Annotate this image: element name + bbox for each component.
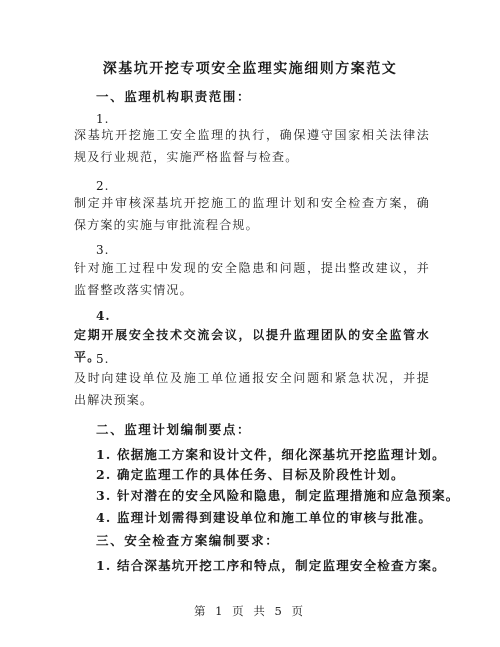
section-2-item-1: 1. 依据施工方案和设计文件，细化深基坑开挖监理计划。 <box>96 447 446 462</box>
entry-5-number: 5. <box>96 352 110 366</box>
section-2-heading: 二、监理计划编制要点： <box>96 422 252 437</box>
section-3-item-1: 1. 结合深基坑开挖工序和特点，制定监理安全检查方案。 <box>96 558 446 573</box>
entry-2-number: 2. <box>96 179 110 193</box>
page-number-footer: 第 1 页 共 5 页 <box>194 604 306 618</box>
entry-5-text: 及时向建设单位及施工单位通报安全问题和紧急状况，并提出解决预案。 <box>74 371 430 407</box>
section-2-item-2: 2. 确定监理工作的具体任务、目标及阶段性计划。 <box>96 467 405 482</box>
section-2-item-4: 4. 监理计划需得到建设单位和施工单位的审核与批准。 <box>96 510 433 525</box>
entry-4-number: 4. <box>96 309 111 323</box>
section-3-heading: 三、安全检查方案编制要求： <box>96 533 280 548</box>
entry-3-number: 3. <box>96 243 110 257</box>
section-2-item-3: 3. 针对潜在的安全风险和隐患，制定监理措施和应急预案。 <box>96 488 460 503</box>
document-title: 深基坑开挖专项安全监理实施细则方案范文 <box>102 61 398 77</box>
section-1-heading: 一、监理机构职责范围： <box>96 89 252 104</box>
entry-2-text: 制定并审核深基坑开挖施工的监理计划和安全检查方案，确保方案的实施与审批流程合规。 <box>74 196 430 232</box>
entry-1-text: 深基坑开挖施工安全监理的执行，确保遵守国家相关法律法规及行业规范，实施严格监督与检查。 <box>74 128 430 164</box>
entry-4-text: 定期开展安全技术交流会议，以提升监理团队的安全监管水平。 <box>74 328 430 364</box>
entry-1-number: 1. <box>96 112 110 126</box>
entry-3-text: 针对施工过程中发现的安全隐患和问题，提出整改建议，并监督整改落实情况。 <box>74 261 430 297</box>
